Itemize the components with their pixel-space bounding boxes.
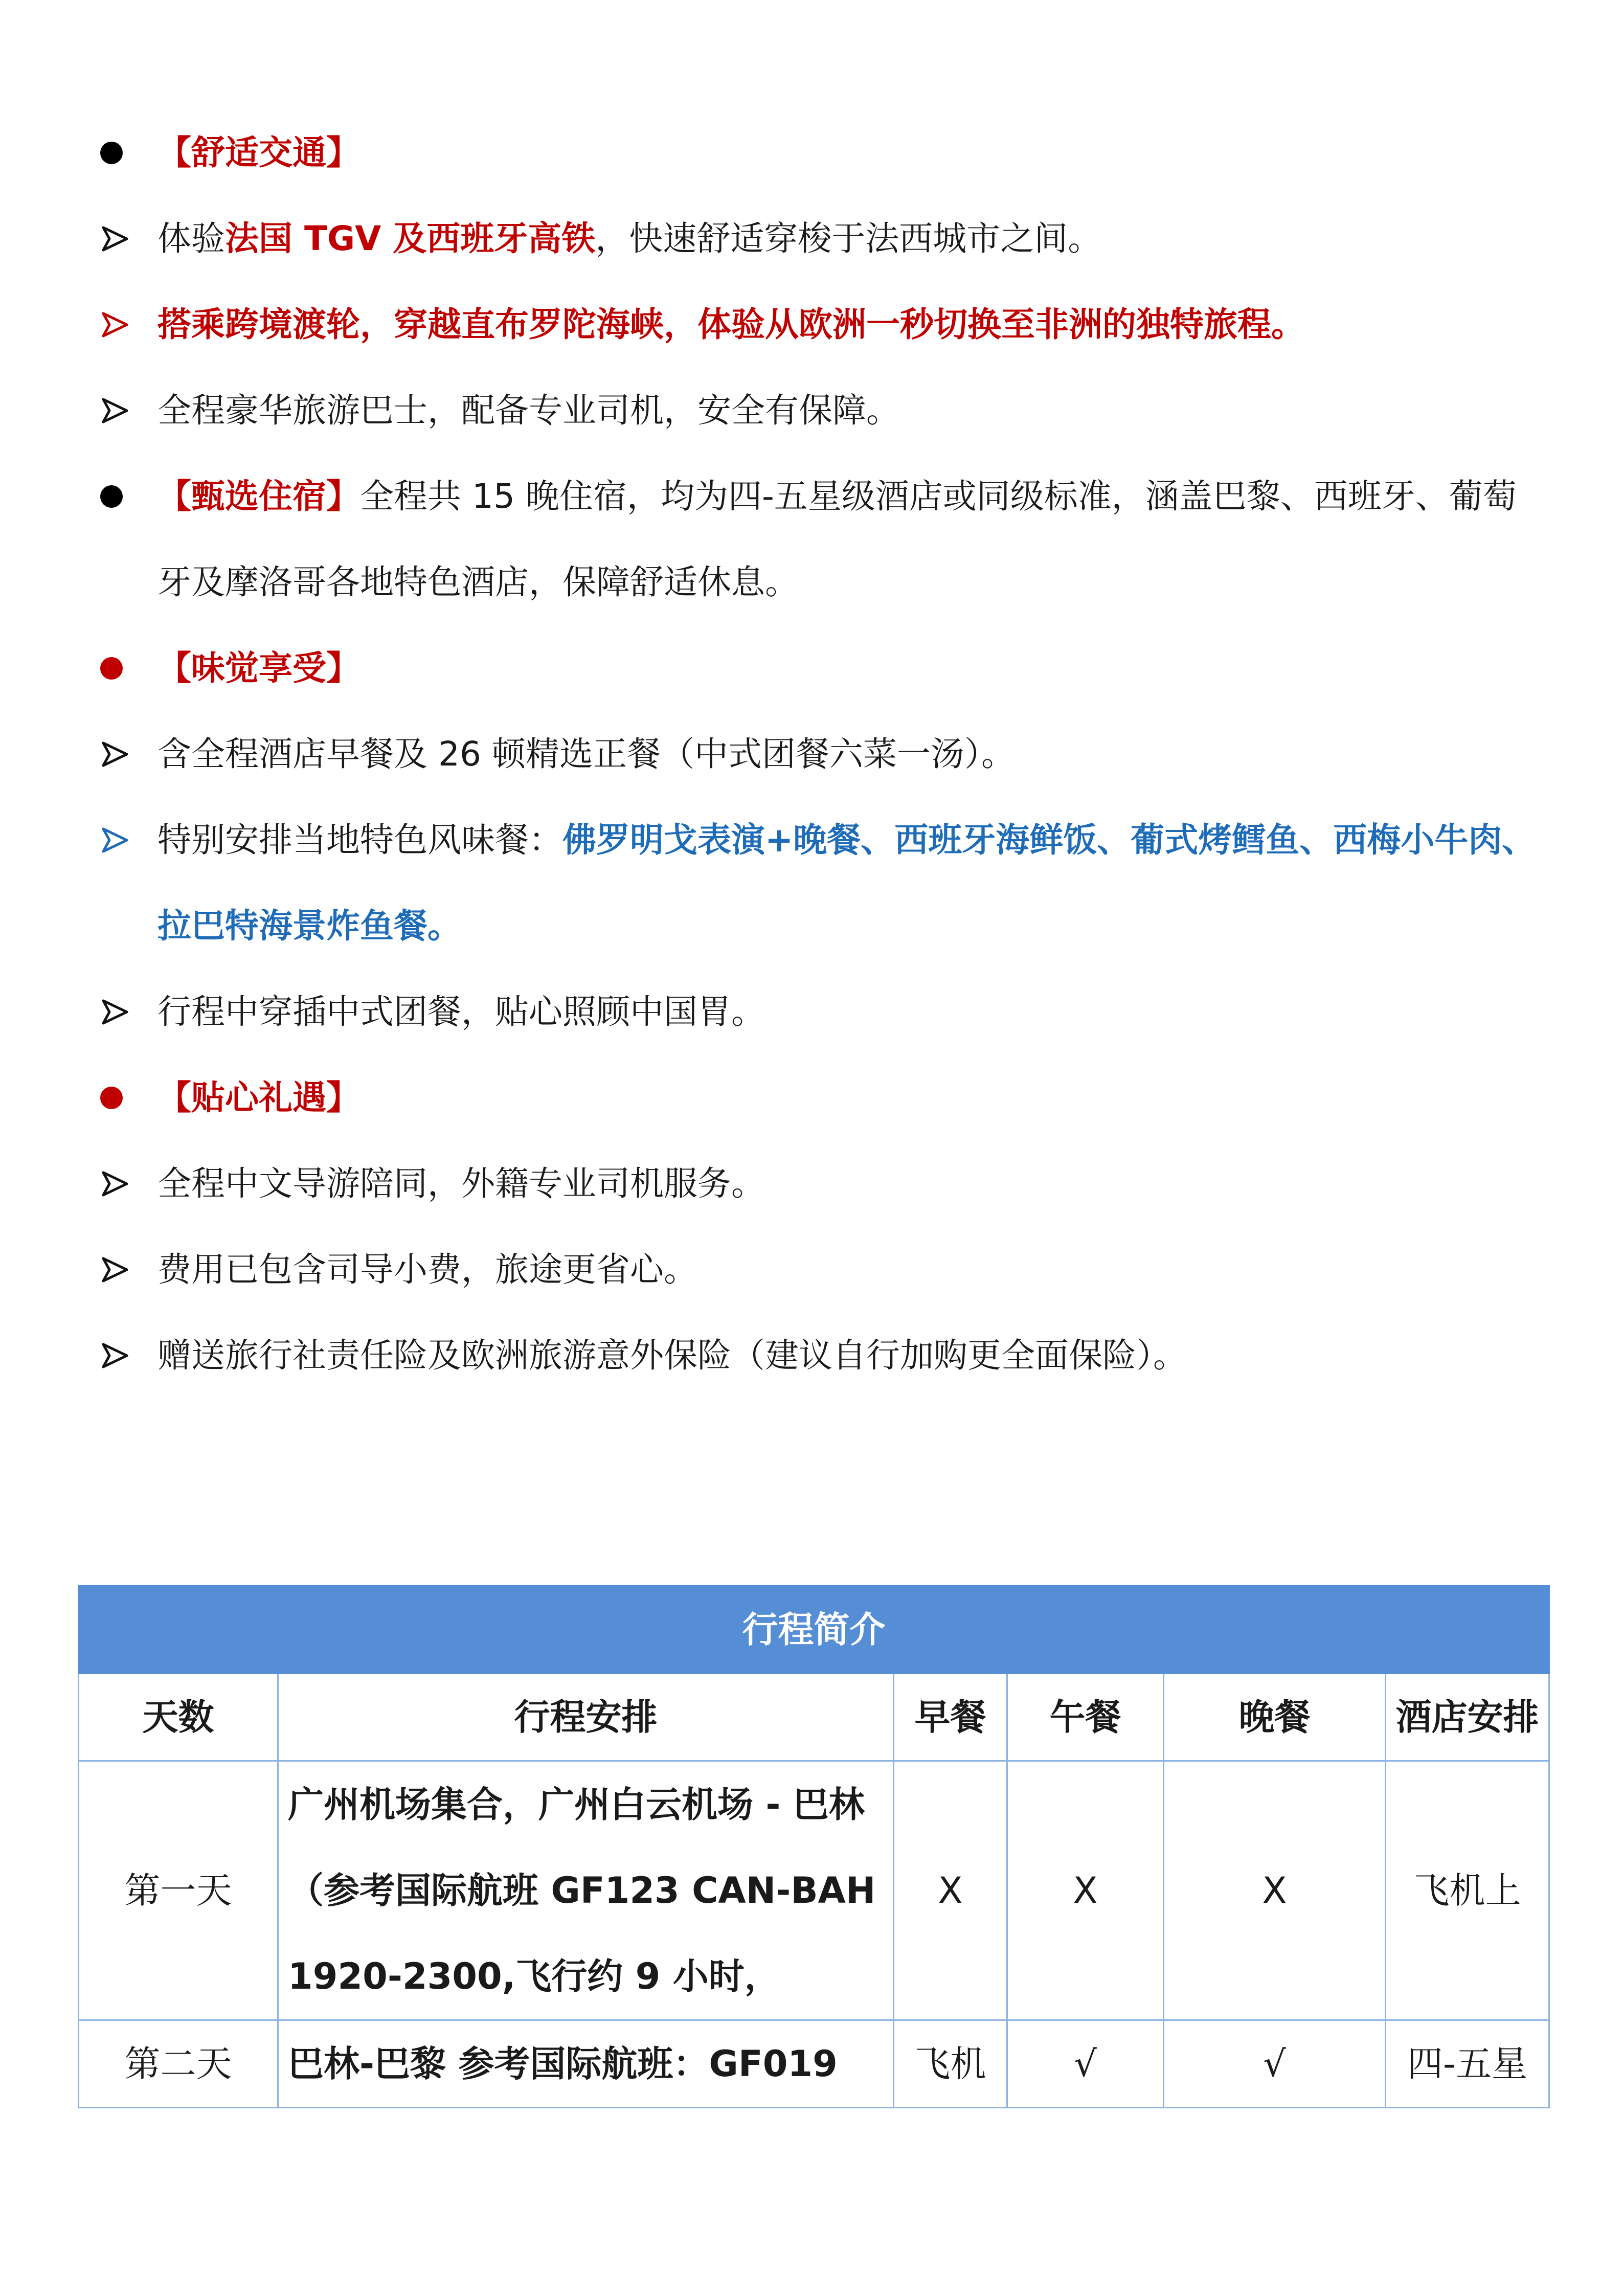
cell-hotel: 四-五星 [1386,2020,1549,2108]
section-heading: 【味觉享受】 [157,648,360,688]
section-food [97,625,1544,711]
section-heading: 【甄选住宿】 [157,477,360,516]
black-dot-icon [100,485,123,508]
header-day: 天数 [79,1674,278,1761]
list-item: 特别安排当地特色风味餐：佛罗明戈表演+晚餐、西班牙海鲜饭、葡式烤鳕鱼、西梅小牛肉、拉巴特海景炸鱼餐。 [97,797,1544,969]
table-row [79,2020,1549,2108]
arrow-bullet-icon [101,1169,129,1198]
cell-schedule: 广州机场集合，广州白云机场 - 巴林（参考国际航班 GF123 CAN-BAH 1920-2300,飞行约 9 小时， [278,1761,894,2020]
cell-day: 第一天 [79,1761,278,2020]
list-item: 搭乘跨境渡轮，穿越直布罗陀海峡，体验从欧洲一秒切换至非洲的独特旅程。 [97,282,1544,368]
section-transport [97,110,1544,196]
header-dinner: 晚餐 [1164,1674,1386,1761]
section-heading: 【贴心礼遇】 [157,1078,360,1117]
list-item: 费用已包含司导小费，旅途更省心。 [97,1227,1544,1313]
table-row [79,1761,1549,2020]
cell-dinner: √ [1164,2020,1386,2108]
arrow-bullet-icon [101,224,129,253]
table-title: 行程简介 [79,1586,1549,1674]
list-item: 全程豪华旅游巴士，配备专业司机，安全有保障。 [97,368,1544,454]
cell-hotel: 飞机上 [1386,1761,1549,2020]
header-lunch: 午餐 [1007,1674,1164,1761]
arrow-bullet-icon [101,310,129,339]
arrow-bullet-icon [101,740,129,769]
itinerary-table [78,1585,1550,2108]
cell-breakfast: X [894,1761,1007,2020]
section-service [97,1055,1544,1141]
cell-lunch: √ [1007,2020,1164,2108]
arrow-bullet-icon [101,826,129,854]
list-item: 体验法国 TGV 及西班牙高铁，快速舒适穿梭于法西城市之间。 [97,196,1544,282]
header-schedule: 行程安排 [278,1674,894,1761]
cell-breakfast: 飞机 [894,2020,1007,2108]
header-hotel: 酒店安排 [1386,1674,1549,1761]
arrow-bullet-icon [101,998,129,1026]
list-item: 含全程酒店早餐及 26 顿精选正餐（中式团餐六菜一汤）。 [97,711,1544,797]
list-item: 赠送旅行社责任险及欧洲旅游意外保险（建议自行加购更全面保险）。 [97,1313,1544,1399]
arrow-bullet-icon [101,1255,129,1284]
list-item: 行程中穿插中式团餐，贴心照顾中国胃。 [97,969,1544,1055]
table-header-row [79,1674,1549,1761]
header-breakfast: 早餐 [894,1674,1007,1761]
cell-dinner: X [1164,1761,1386,2020]
cell-lunch: X [1007,1761,1164,2020]
red-dot-icon [100,657,123,680]
black-dot-icon [100,142,123,164]
cell-day: 第二天 [79,2020,278,2108]
list-item: 全程中文导游陪同，外籍专业司机服务。 [97,1141,1544,1227]
red-dot-icon [100,1087,123,1109]
cell-schedule: 巴林-巴黎 参考国际航班：GF019 [278,2020,894,2108]
section-hotel: 【甄选住宿】全程共 15 晚住宿，均为四-五星级酒店或同级标准，涵盖巴黎、西班牙、葡萄牙及摩洛哥各地特色酒店，保障舒适休息。 [97,454,1544,625]
section-heading: 【舒适交通】 [157,133,360,172]
arrow-bullet-icon [101,1341,129,1370]
highlights-section [97,110,1544,1399]
arrow-bullet-icon [101,396,129,425]
